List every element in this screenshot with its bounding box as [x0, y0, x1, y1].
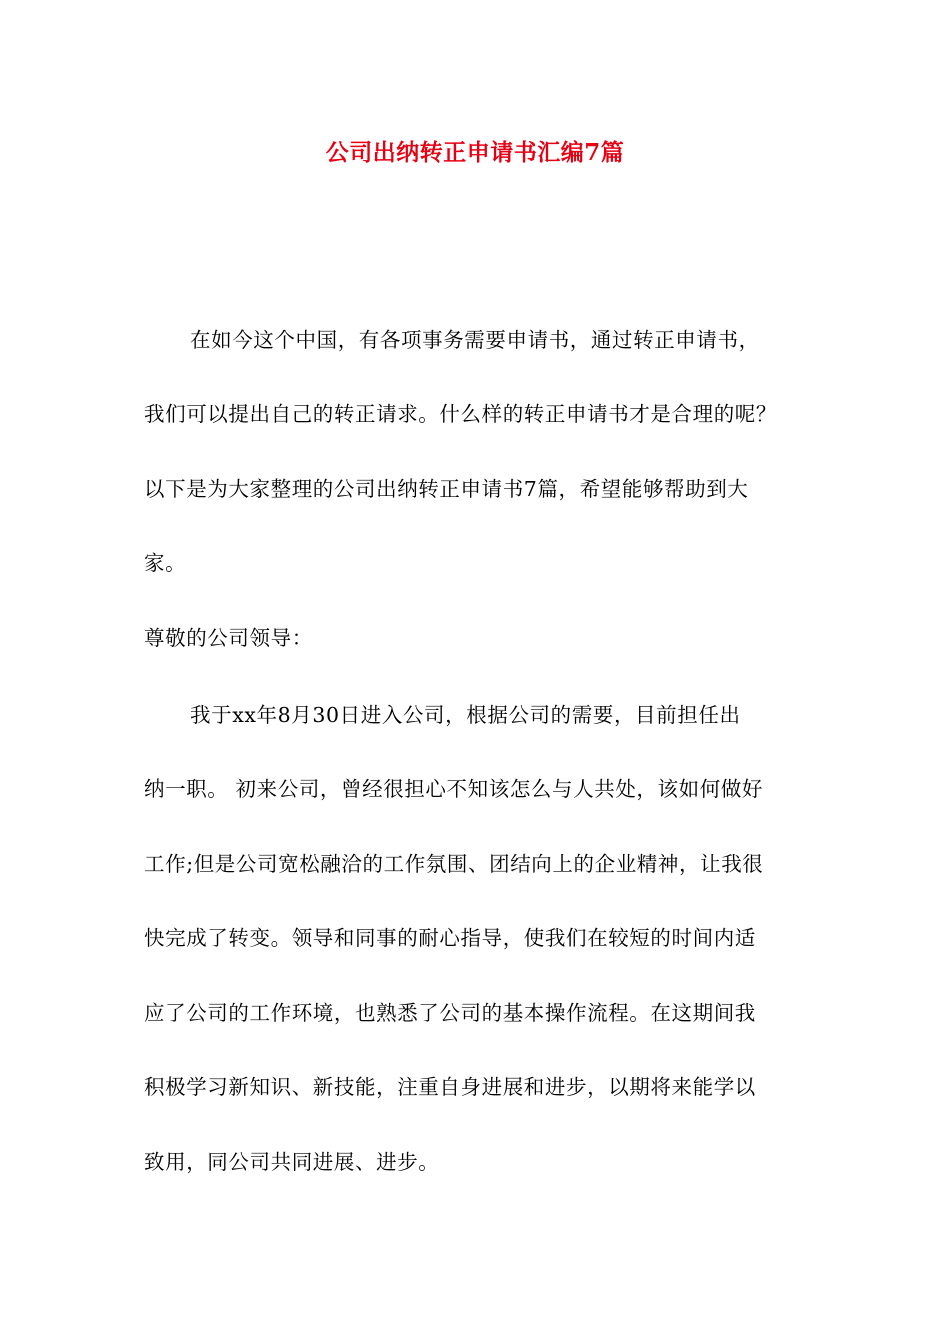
paragraph-line: 快完成了转变。领导和同事的耐心指导，使我们在较短的时间内适 [144, 926, 756, 950]
paragraph-line: 应了公司的工作环境，也熟悉了公司的基本操作流程。在这期间我 [144, 1001, 756, 1025]
paragraph-line: 积极学习新知识、新技能，注重自身进展和进步，以期将来能学以 [144, 1075, 756, 1099]
paragraph-line: 我于xx年8月30日进入公司，根据公司的需要，目前担任出 [190, 703, 741, 727]
paragraph-line: 工作;但是公司宽松融洽的工作氛围、团结向上的企业精神，让我很 [144, 852, 764, 876]
paragraph-line: 致用，同公司共同进展、进步。 [144, 1150, 440, 1174]
salutation: 尊敬的公司领导： [144, 626, 313, 650]
paragraph-line: 在如今这个中国，有各项事务需要申请书，通过转正申请书， [190, 328, 760, 352]
document-title: 公司出纳转正申请书汇编7篇 [325, 139, 625, 166]
paragraph-line: 我们可以提出自己的转正请求。什么样的转正申请书才是合理的呢？ [144, 402, 777, 426]
paragraph-line: 纳一职。 初来公司，曾经很担心不知该怎么与人共处，该如何做好 [144, 777, 764, 801]
paragraph-line: 以下是为大家整理的公司出纳转正申请书7篇，希望能够帮助到大 [144, 477, 749, 501]
paragraph-line: 家。 [144, 551, 187, 575]
